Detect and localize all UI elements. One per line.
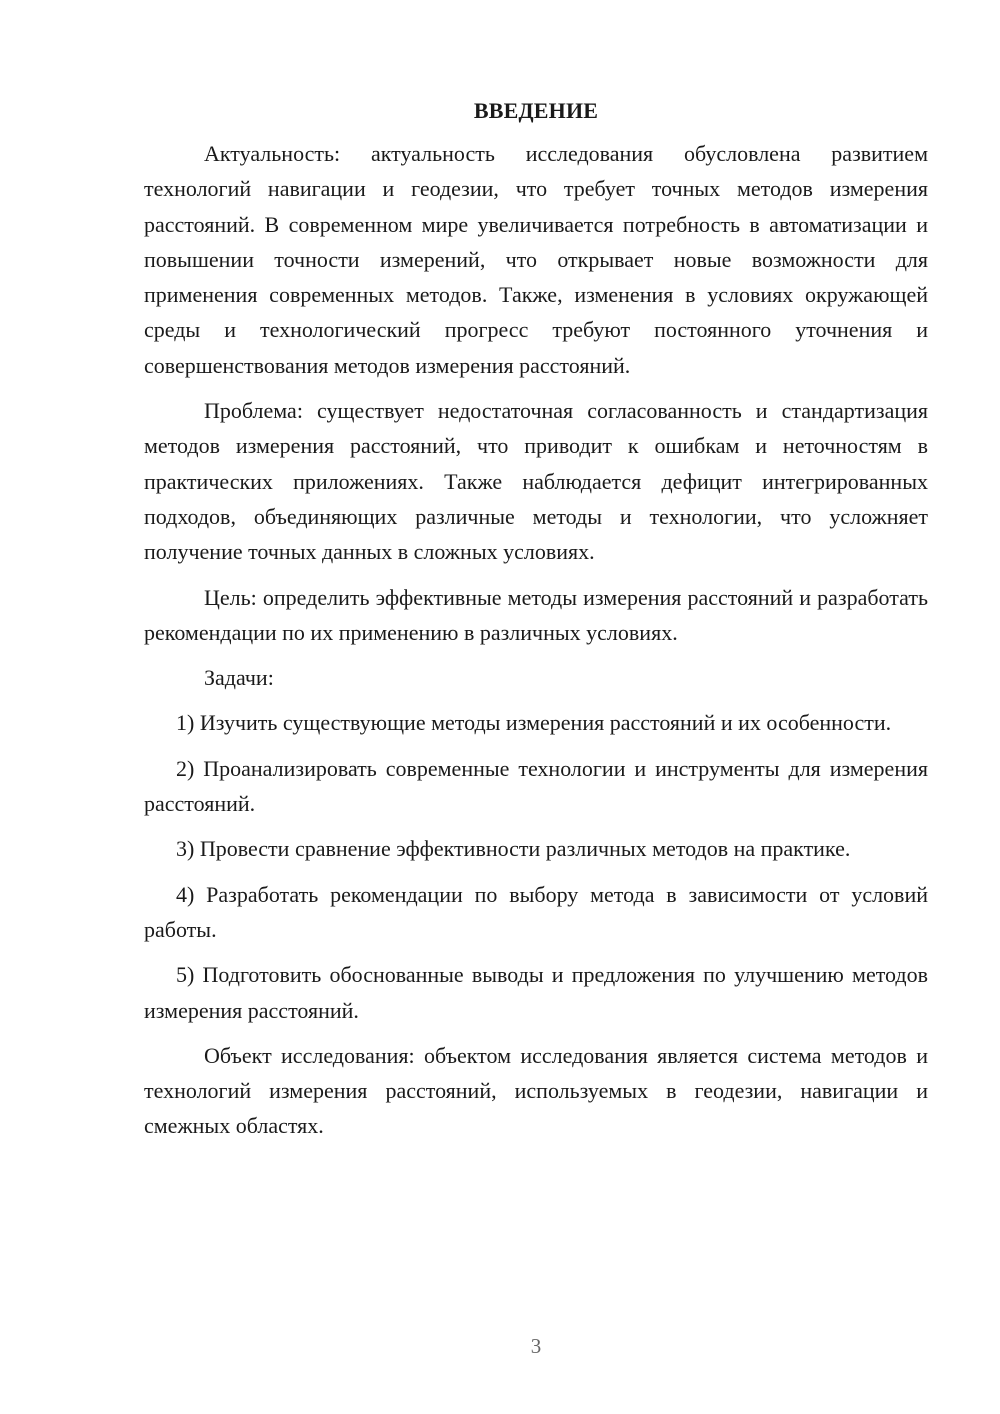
paragraph-problem: Проблема: существует недостаточная согласованность и стандартизация методов измерения расстояний, что приводит к ошибкам и неточностям в практических приложениях. Также наблюдается дефицит интегрированных подходов, объединяющих различные методы и технологии, что усложняет получение точных данных в сложных условиях.	[144, 398, 928, 565]
paragraph-relevance: Актуальность: актуальность исследования обусловлена развитием технологий навигации и геодезии, что требует точных методов измерения расстояний. В современном мире увеличивается потребность в автоматизации и повышении точности измерений, что открывает новые возможности для применения современных методов. Также, изменения в условиях окружающей среды и технологический прогресс требуют постоянного уточнения и совершенствования методов измерения расстояний.	[144, 141, 928, 378]
task-item-3: 3) Провести сравнение эффективности различных методов на практике.	[176, 836, 851, 862]
paragraph-object: Объект исследования: объектом исследования является система методов и технологий измерения расстояний, используемых в геодезии, навигации и смежных областях.	[144, 1042, 928, 1139]
task-item-1: 1) Изучить существующие методы измерения расстояний и их особенности.	[176, 710, 892, 736]
task-item-4: 4) Разработать рекомендации по выбору метода в зависимости от условий работы.	[144, 881, 928, 942]
page-number: 3	[530, 1334, 542, 1358]
paragraph-goal: Цель: определить эффективные методы измерения расстояний и разработать рекомендации по их применению в различных условиях.	[144, 584, 928, 645]
task-item-2: 2) Проанализировать современные технологии и инструменты для измерения расстояний.	[144, 755, 928, 817]
page-content	[144, 96, 928, 1144]
tasks-label: Задачи:	[204, 665, 274, 691]
task-item-5: 5) Подготовить обоснованные выводы и предложения по улучшению методов измерения расстояний.	[144, 962, 928, 1023]
section-heading: ВВЕДЕНИЕ	[473, 98, 599, 123]
